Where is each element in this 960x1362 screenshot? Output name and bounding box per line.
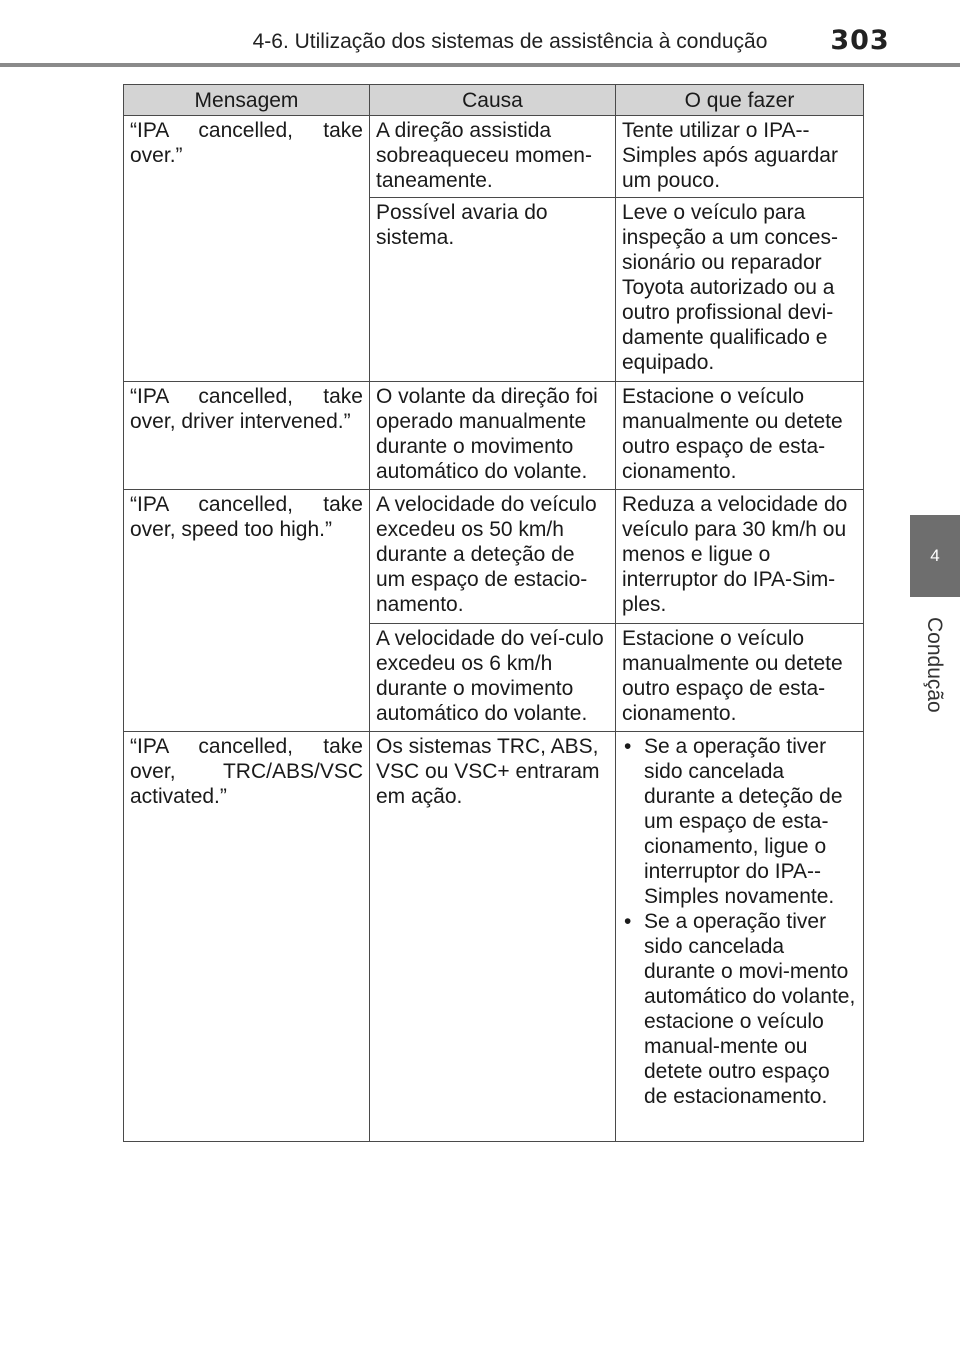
cause-cell: Os sistemas TRC, ABS, VSC ou VSC+ entraram em ação. <box>370 732 616 1142</box>
message-cell: “IPA cancelled, take over, speed too high.” <box>124 490 370 732</box>
bullet-icon: • <box>624 735 632 758</box>
action-cell: Reduza a velocidade do veículo para 30 km/h ou menos e ligue o interruptor do IPA-Sim-ples. <box>616 490 864 624</box>
column-header-causa: Causa <box>370 85 616 116</box>
table-row <box>124 732 864 1142</box>
column-header-mensagem: Mensagem <box>124 85 370 116</box>
chapter-label <box>906 610 960 720</box>
action-cell: Tente utilizar o IPA--Simples após aguardar um pouco. <box>616 116 864 198</box>
action-bullet-list <box>622 734 857 1109</box>
cause-cell: Possível avaria do sistema. <box>370 198 616 382</box>
bullet-icon: • <box>624 910 632 933</box>
header-divider <box>0 63 960 67</box>
cause-cell: A velocidade do veículo excedeu os 50 km/h durante a deteção de um espaço de estacio-namento. <box>370 490 616 624</box>
list-item <box>622 734 857 909</box>
action-cell: Leve o veículo para inspeção a um conces-sionário ou reparador Toyota autorizado ou a outro profissional devi-damente qualificado e equipado. <box>616 198 864 382</box>
section-title: 4-6. Utilização dos sistemas de assistência à condução <box>252 30 768 53</box>
action-cell: Estacione o veículo manualmente ou detete outro espaço de esta-cionamento. <box>616 382 864 490</box>
table-row <box>124 382 864 490</box>
page-number: 303 <box>830 25 890 56</box>
list-item <box>622 909 857 1109</box>
column-header-o-que-fazer: O que fazer <box>616 85 864 116</box>
message-cell: “IPA cancelled, take over, TRC/ABS/VSC activated.” <box>124 732 370 1142</box>
action-cell <box>616 732 864 1142</box>
cause-cell: A direção assistida sobreaqueceu momen-taneamente. <box>370 116 616 198</box>
chapter-number: 4 <box>930 546 940 565</box>
table-row <box>124 490 864 624</box>
message-cell: “IPA cancelled, take over.” <box>124 116 370 382</box>
table-header-row <box>124 85 864 116</box>
chapter-tab[interactable] <box>910 515 960 597</box>
bullet-text: Se a operação tiver sido cancelada durante o movi-mento automático do volante, estacione o veículo manual-mente ou detete outro espaço de estacionamento. <box>644 910 856 1108</box>
cause-cell: A velocidade do veí-culo excedeu os 6 km/h durante o movimento automático do volante. <box>370 624 616 732</box>
message-cell: “IPA cancelled, take over, driver intervened.” <box>124 382 370 490</box>
table-row <box>124 116 864 198</box>
action-cell: Estacione o veículo manualmente ou detete outro espaço de esta-cionamento. <box>616 624 864 732</box>
cause-cell: O volante da direção foi operado manualmente durante o movimento automático do volante. <box>370 382 616 490</box>
messages-table <box>123 84 864 1142</box>
bullet-text: Se a operação tiver sido cancelada durante a deteção de um espaço de esta-cionamento, ligue o interruptor do IPA--Simples novamente. <box>644 735 843 908</box>
chapter-name: Condução <box>923 617 946 713</box>
